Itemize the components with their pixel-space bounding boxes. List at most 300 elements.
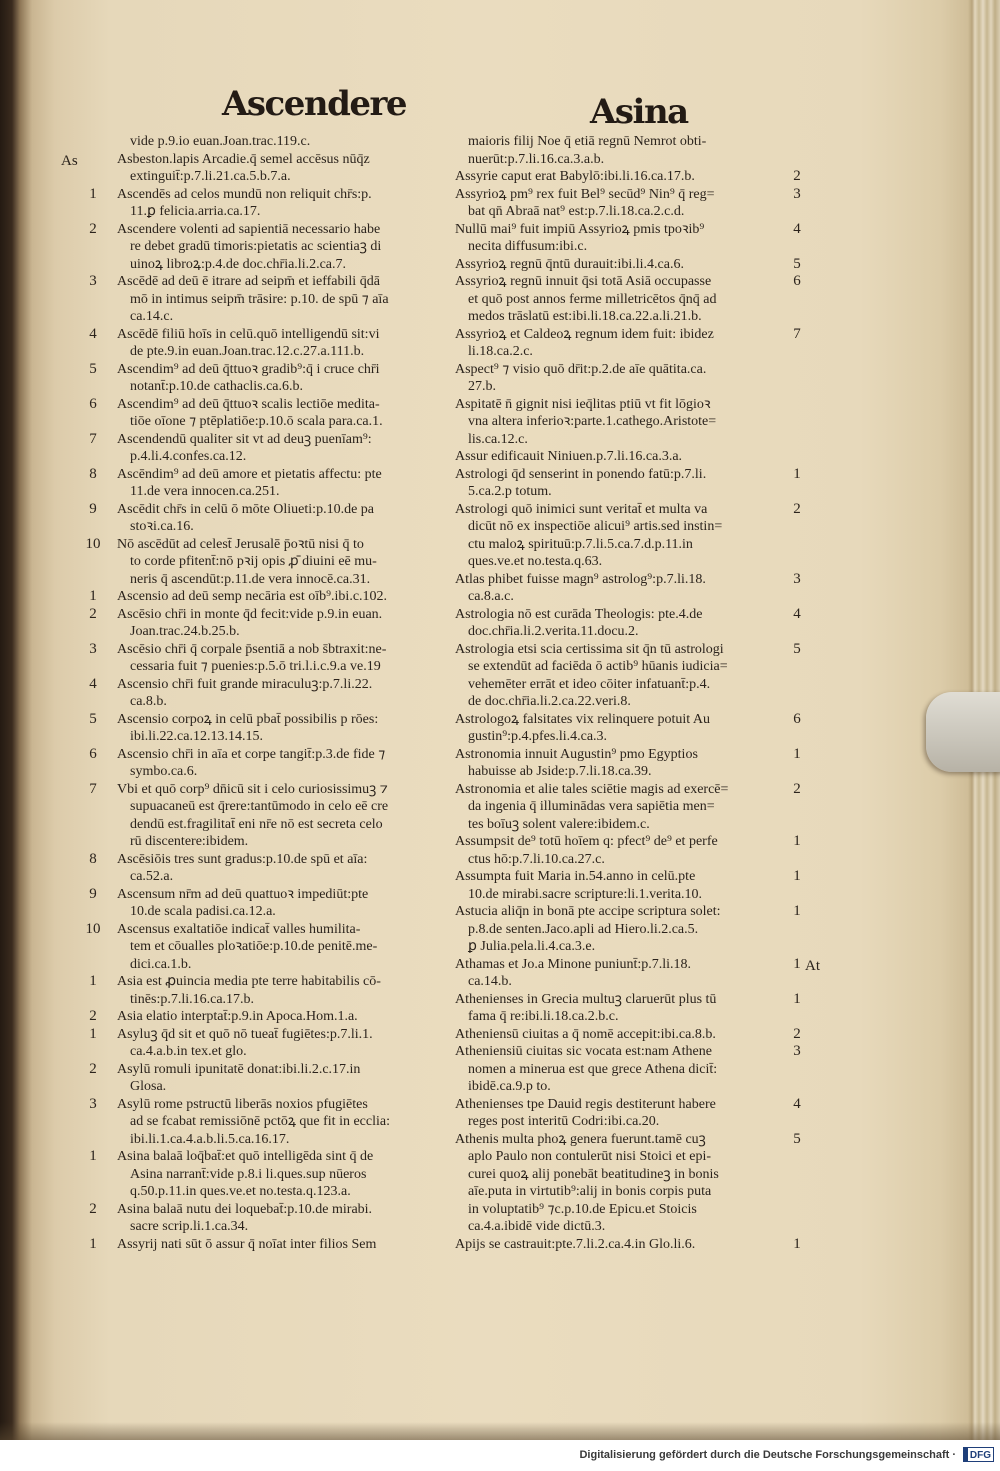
entry-number: 4: [89, 325, 97, 342]
entry-text: ctu maloꝝ spirituū:p.7.li.5.ca.7.d.p.11.in: [468, 536, 693, 552]
entry-continuation-line: [455, 238, 787, 256]
entry-continuation-line: [455, 1183, 787, 1201]
entry-text: ad se fcabat remissiōnē pctōꝝ que fit in ecclia:: [130, 1114, 390, 1129]
entry-first-line: [455, 255, 801, 274]
carryover-text: vide p.9.io euan.Joan.trac.119.c.: [130, 134, 311, 149]
entry-first-line: [89, 885, 447, 904]
entry-continuation-line: [117, 816, 447, 834]
entry-continuation-line: [455, 851, 787, 869]
entry-text: vna altera inferioꝛ:parte.1.cathego.Aristote=: [468, 414, 717, 429]
entry-text: se extendūt ad faciēda ō actib⁹ hūanis iudicia=: [468, 659, 728, 674]
entry-continuation-line: [117, 571, 447, 589]
index-entry: [89, 1235, 447, 1254]
entry-number: 2: [793, 500, 801, 517]
entry-text: Ascendim⁹ ad deū q̄ttuoꝛ scalis lectiōe medita-: [117, 396, 380, 412]
entry-first-line: [455, 570, 801, 589]
entry-continuation-line: [455, 658, 787, 676]
entry-number: 1: [793, 1235, 801, 1252]
entry-text: bat qn̄ Abraā nat⁹ est:p.7.li.18.ca.2.c.d.: [468, 204, 685, 219]
entry-continuation-line: [117, 343, 447, 361]
entry-number: 7: [793, 325, 801, 342]
entry-continuation-line: [117, 168, 447, 186]
entry-continuation-line: [117, 1043, 447, 1061]
index-entry: [89, 745, 447, 781]
entry-text: ca.4.a.ibidē vide dictū.3.: [468, 1219, 606, 1234]
entry-first-line: [455, 990, 801, 1009]
entry-number: 3: [793, 185, 801, 202]
index-entry: [455, 990, 801, 1026]
entry-first-line: [89, 465, 447, 484]
entry-text: ca.14.b.: [468, 974, 512, 989]
entry-number: 1: [793, 745, 801, 762]
entry-number: 7: [89, 780, 97, 797]
entry-first-line: [455, 220, 801, 239]
entry-first-line: [455, 605, 801, 624]
entry-continuation-line: [117, 623, 447, 641]
entry-text: Astrologi quō inimici sunt veritat̄ et multa va: [455, 501, 708, 517]
entry-text: Ascendere volenti ad sapientiā necessario habe: [117, 221, 381, 237]
entry-first-line: [455, 1025, 801, 1044]
entry-number: 5: [793, 1130, 801, 1147]
index-entry: [89, 710, 447, 746]
index-entry: [89, 360, 447, 396]
entry-text: mō in intimus seipm̄ trāsire: p.10. de spū ⁊ aīa: [130, 291, 389, 307]
entry-number: 10: [85, 535, 101, 552]
index-entry: [89, 1060, 447, 1096]
index-entry: [455, 640, 801, 711]
entry-text: tes boīuꝫ solent valere:ibidem.c.: [468, 816, 650, 832]
entry-continuation-line: [455, 378, 787, 396]
entry-continuation-line: [117, 518, 447, 536]
index-entry: [455, 570, 801, 606]
entry-first-line: [455, 903, 801, 921]
index-entry: [455, 500, 801, 571]
entry-text: Asylū rome pstructū liberās noxios pfugiētes: [117, 1096, 368, 1112]
entry-continuation-line: [455, 1201, 787, 1219]
entry-text: Ascēsio chr̄i q̄ corpale p̄sentiā a nob s̄btraxit:ne-: [117, 641, 387, 657]
entry-first-line: [89, 1235, 447, 1254]
entry-number: 3: [89, 640, 97, 657]
index-entry: [455, 605, 801, 641]
entry-text: in voluptatib⁹ ⁊c.p.10.de Epicu.et Stoicis: [468, 1201, 697, 1217]
entry-continuation-line: [455, 536, 787, 554]
entry-text: Assyrioꝝ regnū q̄ntū durauit:ibi.li.4.ca.6.: [455, 256, 684, 272]
book-clasp: [926, 692, 1000, 772]
index-entry: [85, 535, 447, 589]
entry-text: 10.de mirabi.sacre scripture:li.1.verita.10.: [468, 886, 703, 902]
entry-first-line: [455, 1130, 801, 1149]
entry-continuation-line: [455, 1061, 787, 1079]
entry-text: Ascēsio chr̄i in monte q̄d fecit:vide p.9.in euan.: [117, 606, 383, 622]
entry-number: 5: [89, 710, 97, 727]
entry-continuation-line: [117, 833, 447, 851]
index-entry: [89, 395, 447, 431]
entry-text: medos trāslatū est:ibi.li.18.ca.22.a.li.21.b.: [468, 309, 702, 324]
index-entry: [455, 185, 801, 221]
entry-continuation-line: [117, 798, 447, 816]
entry-continuation-line: [455, 938, 787, 956]
entry-text: Ascēdē filiū hoīs in celū.quō intelligendū sit:vi: [117, 326, 380, 342]
index-entry: [455, 255, 801, 274]
dfg-logo: DFG: [963, 1447, 994, 1462]
entry-continuation-line: [117, 1183, 447, 1201]
entry-number: 1: [89, 185, 97, 202]
index-entry: [455, 780, 801, 834]
entry-first-line: [89, 430, 447, 449]
entry-first-line: [455, 361, 787, 379]
entry-continuation-line: [455, 886, 787, 904]
index-entry: [455, 168, 801, 186]
index-entry: [89, 465, 447, 501]
entry-text: Asia elatio interptat̄:p.9.in Apoca.Hom.1.a.: [117, 1009, 358, 1024]
entry-text: habuisse ab Jside:p.7.li.18.ca.39.: [468, 764, 652, 779]
entry-first-line: [89, 1025, 447, 1044]
entry-text: Assyrie caput erat Babylō:ibi.li.16.ca.17.b.: [455, 169, 695, 184]
entry-text: Athenis multa phoꝝ genera fuerunt.tamē cuꝫ: [455, 1131, 706, 1147]
index-entry: [455, 1095, 801, 1131]
entry-number: 1: [793, 868, 801, 884]
entry-first-line: [455, 465, 801, 484]
funding-credit: Digitalisierung gefördert durch die Deutsche Forschungsgemeinschaft ·: [579, 1449, 956, 1461]
index-entry: [89, 675, 447, 711]
entry-text: Assumpsit de⁹ totū hoīem q: pfect⁹ de⁹ et perfe: [455, 834, 718, 849]
entry-first-line: [89, 780, 447, 799]
entry-number: 3: [793, 570, 801, 587]
entry-text: tinēs:p.7.li.16.ca.17.b.: [130, 991, 255, 1007]
entry-text: Astucia aliq̄n in bonā pte accipe scriptura solet:: [455, 904, 721, 919]
entry-continuation-line: [455, 1113, 787, 1131]
entry-number: 5: [793, 640, 801, 657]
entry-text: Ascendim⁹ ad deū q̄ttuoꝛ gradib⁹:q̄ i cruce chr̄i: [117, 361, 380, 377]
entry-text: Ascensio corpoꝝ in celū pbat̄ possibilis p rōes:: [117, 711, 379, 727]
entry-text: de pte.9.in euan.Joan.trac.12.c.27.a.111.b.: [130, 344, 365, 359]
index-entry: [455, 273, 801, 326]
entry-text: de doc.chr̄ia.li.2.ca.22.veri.8.: [468, 694, 631, 709]
entry-text: Ascensum nr̄m ad deū quattuoꝛ impediūt:pte: [117, 886, 369, 902]
entry-first-line: [455, 955, 820, 974]
entry-first-line: [89, 273, 447, 291]
entry-text: Nō ascēdūt ad celest̄ Jerusalē p̄oꝛtū nisi q̄ to: [117, 536, 364, 552]
entry-continuation-line: [117, 291, 447, 309]
entry-continuation-line: [455, 431, 787, 449]
entry-first-line: [89, 360, 447, 379]
entry-continuation-line: [117, 483, 447, 501]
entry-first-line: [89, 325, 447, 344]
entry-text: p.4.li.4.confes.ca.12.: [130, 449, 247, 464]
entry-text: supuacaneū est q̄rere:tantūmodo in celo eē cre: [130, 799, 389, 814]
entry-text: symbo.ca.6.: [130, 764, 198, 779]
entry-text: stoꝛi.ca.16.: [130, 519, 194, 534]
entry-number: 2: [793, 168, 801, 184]
entry-first-line: [455, 640, 801, 659]
entry-first-line: [89, 745, 447, 764]
entry-text: Astrologia nō est curāda Theologis: pte.4.de: [455, 606, 703, 622]
entry-first-line: [61, 151, 447, 169]
entry-continuation-line: [455, 1078, 787, 1096]
entry-number: 9: [89, 500, 97, 517]
entry-number: 8: [89, 850, 97, 867]
entry-number: 4: [793, 220, 801, 237]
entry-first-line: [89, 1095, 447, 1114]
entry-number: 8: [89, 465, 97, 482]
entry-number: 2: [89, 605, 97, 622]
entry-text: Atlas phibet fuisse magn⁹ astrolog⁹:p.7.li.18.: [455, 571, 706, 587]
entry-number: 2: [89, 1060, 97, 1077]
right-running-head: Asina: [590, 92, 688, 132]
entry-continuation-line: [117, 991, 447, 1009]
index-entry: [89, 780, 447, 851]
entry-number: 3: [89, 273, 97, 289]
entry-number: 1: [89, 1025, 97, 1042]
entry-continuation-line: [455, 676, 787, 694]
entry-number: 4: [793, 1095, 801, 1112]
index-entry: [89, 1148, 447, 1201]
entry-continuation-line: [117, 256, 447, 274]
index-entry: [455, 465, 801, 501]
entry-continuation-line: [117, 903, 447, 921]
entry-continuation-line: [117, 693, 447, 711]
entry-first-line: [89, 588, 447, 606]
entry-number: 2: [89, 1200, 97, 1217]
entry-first-line: [89, 973, 447, 991]
index-entry: [89, 325, 447, 361]
entry-first-line: [455, 868, 801, 886]
entry-number: 3: [793, 1043, 801, 1059]
index-entry: [89, 605, 447, 641]
entry-number: 4: [89, 675, 97, 692]
entry-continuation-line: [455, 413, 787, 431]
entry-number: 1: [89, 588, 97, 604]
entry-text: cessaria fuit ⁊ puenies:p.5.ō tri.l.i.c.9.a ve.19: [130, 659, 381, 674]
entry-continuation-line: [455, 291, 787, 309]
entry-text: ca.8.b.: [130, 694, 167, 709]
entry-continuation-line: [117, 1131, 447, 1149]
index-entry: [89, 1025, 447, 1061]
entry-first-line: [455, 448, 787, 466]
entry-first-line: [455, 1095, 801, 1114]
entry-first-line: [455, 1043, 801, 1061]
entry-text: ibi.li.1.ca.4.a.b.li.5.ca.16.17.: [130, 1131, 290, 1147]
index-entry: [455, 903, 801, 956]
entry-continuation-line: [117, 1166, 447, 1184]
section-marker: As: [61, 152, 78, 169]
index-entry: [89, 1095, 447, 1149]
entry-continuation-line: [117, 1218, 447, 1236]
entry-first-line: [89, 220, 447, 239]
entry-continuation-line: [455, 728, 787, 746]
entry-text: aplo Paulo non contulerūt nisi Stoici et epi-: [468, 1149, 712, 1164]
entry-text: Asia est ꝓuincia media pte terre habitabilis cō-: [117, 974, 381, 989]
index-entry: [89, 185, 447, 221]
index-entry: [455, 220, 801, 256]
entry-continuation-line: [117, 763, 447, 781]
entry-text: Aspect⁹ ⁊ visio quō dr̄it:p.2.de aīe quātita.ca.: [455, 361, 707, 377]
index-entry: [455, 1235, 801, 1254]
entry-text: Asylū romuli ipunitatē donat:ibi.li.2.c.17.in: [117, 1061, 361, 1077]
entry-first-line: [455, 185, 801, 204]
entry-text: Atheniensiū ciuitas sic vocata est:nam Athene: [455, 1044, 712, 1059]
entry-number: 5: [89, 360, 97, 377]
index-entry: [455, 1043, 801, 1096]
entry-continuation-line: [455, 623, 787, 641]
entry-number: 2: [793, 780, 801, 797]
entry-text: Assyrioꝝ pm⁹ rex fuit Bel⁹ secūd⁹ Nin⁹ q̄ reg=: [455, 186, 715, 202]
entry-text: 11.ꝑ felicia.arria.ca.17.: [130, 204, 261, 219]
index-entry: [89, 500, 447, 536]
entry-number: 1: [89, 1235, 97, 1252]
entry-text: Nullū mai⁹ fuit impiū Assyrioꝝ pmis tpoꝛib⁹: [455, 221, 705, 237]
entry-continuation-line: [117, 238, 447, 256]
entry-text: aīe.puta in virtutib⁹:alij in bonis corpis puta: [468, 1184, 712, 1199]
entry-text: 10.de scala padisi.ca.12.a.: [130, 904, 276, 919]
index-entry: [455, 868, 801, 903]
index-entry: [89, 973, 447, 1008]
entry-number: 4: [793, 605, 801, 622]
entry-continuation-line: [117, 938, 447, 956]
index-entry: [455, 955, 820, 991]
entry-first-line: [89, 1008, 447, 1026]
entry-continuation-line: [455, 518, 787, 536]
index-entry: [89, 640, 447, 676]
entry-text: Ascensio chr̄i fuit grande miraculuꝫ:p.7.li.22.: [117, 676, 373, 692]
entry-text: necita diffusum:ibi.c.: [468, 239, 588, 254]
entry-text: Athenienses in Grecia multuꝫ claruerūt plus tū: [455, 991, 717, 1007]
entry-text: extinguit̄:p.7.li.21.ca.5.b.7.a.: [130, 169, 291, 184]
entry-first-line: [89, 605, 447, 624]
entry-text: Ascensio chr̄i in aīa et corpe tangit̄:p.3.de fide ⁊: [117, 746, 386, 762]
entry-text: gustin⁹:p.4.pfes.li.4.ca.3.: [468, 729, 608, 744]
entry-text: ctus hō:p.7.li.10.ca.27.c.: [468, 851, 605, 867]
entry-text: dicūt nō ex inspectiōe alicui⁹ artis.sed instin=: [468, 519, 723, 534]
entry-text: Ascēndim⁹ ad deū amore et pietatis affectu: pte: [117, 466, 382, 482]
entry-text: dici.ca.1.b.: [130, 956, 192, 972]
entry-continuation-line: [455, 203, 787, 221]
entry-text: Vbi et quō corp⁹ dn̄icū sit i celo curiosissimuꝫ ⁊: [117, 781, 388, 797]
entry-text: reges post interitū Codri:ibi.ca.20.: [468, 1114, 660, 1129]
left-running-head: Ascendere: [222, 84, 407, 124]
index-entry: [61, 151, 447, 186]
entry-continuation-line: [455, 693, 787, 711]
entry-text: ca.52.a.: [130, 869, 174, 884]
entry-number: 3: [89, 1095, 97, 1112]
entry-number: 6: [793, 273, 801, 289]
entry-text: Astrologoꝝ falsitates vix relinquere potuit Au: [455, 711, 710, 727]
entry-text: ca.14.c.: [130, 309, 174, 324]
entry-continuation-line: [117, 308, 447, 326]
entry-first-line: [455, 168, 801, 186]
index-entry: [89, 1200, 447, 1236]
entry-continuation-line: [117, 1078, 447, 1096]
entry-text: Joan.trac.24.b.25.b.: [130, 624, 240, 639]
entry-text: Apijs se castrauit:pte.7.li.2.ca.4.in Glo.li.6.: [455, 1236, 696, 1252]
carryover-line: [117, 133, 447, 151]
entry-first-line: [85, 535, 447, 554]
entry-number: 10: [85, 920, 101, 937]
index-entry: [455, 710, 801, 746]
entry-continuation-line: [455, 343, 787, 361]
entry-continuation-line: [455, 1148, 787, 1166]
index-entry: [85, 920, 447, 974]
entry-first-line: [455, 273, 801, 291]
entry-text: ibidē.ca.9.p to.: [468, 1079, 551, 1094]
entry-text: ques.ve.et no.testa.q.63.: [468, 554, 603, 569]
entry-first-line: [89, 850, 447, 869]
entry-text: curei quoꝝ alij ponebāt beatitudineꝫ in bonis: [468, 1166, 719, 1182]
entry-text: Aspitatē n̄ gignit nisi ieq̄litas ptiū vt fit lōgioꝛ: [455, 396, 711, 412]
index-entry: [455, 396, 787, 449]
entry-text: Assyrioꝝ et Caldeoꝝ regnum idem fuit: ibidez: [455, 326, 714, 342]
entry-number: 1: [89, 1148, 97, 1164]
entry-text: ibi.li.22.ca.12.13.14.15.: [130, 729, 263, 744]
entry-text: to corde pfitent̄:nō pꝛij opis ꝓ̄ diuini eē mu-: [130, 554, 377, 569]
entry-continuation-line: [455, 763, 787, 781]
entry-continuation-line: [117, 203, 447, 221]
entry-continuation-line: [455, 483, 787, 501]
entry-first-line: [455, 710, 801, 729]
entry-continuation-line: [455, 1218, 787, 1236]
entry-text: da ingenia q̄ illuminādas vera sapiētia men=: [468, 799, 715, 814]
entry-continuation-line: [117, 956, 447, 974]
index-entry: [455, 361, 787, 396]
section-marker: At: [805, 957, 820, 974]
entry-text: Assyrioꝝ regnū innuit q̄si totā Asiā occupasse: [455, 274, 712, 289]
entry-text: Astronomia et alie tales sciētie magis ad exercē=: [455, 781, 729, 797]
index-entry: [89, 273, 447, 326]
entry-text: Ascēsiōis tres sunt gradus:p.10.de spū et aīa:: [117, 851, 368, 867]
entry-text: 27.b.: [468, 379, 496, 394]
entry-first-line: [455, 833, 801, 851]
index-entry: [455, 448, 787, 466]
entry-text: dendū est.fragilitat̄ eni nr̄e nō est secreta celo: [130, 816, 383, 832]
entry-text: Asina narrant̄:vide p.8.i li.ques.sup nūeros: [130, 1166, 367, 1182]
carryover-text: maioris filij Noe q̄ etiā regnū Nemrot obti-: [468, 134, 707, 149]
carryover-line: [455, 151, 787, 169]
entry-text: uinoꝝ libroꝝ:p.4.de doc.chr̄ia.li.2.ca.7.: [130, 256, 347, 272]
entry-text: Ascēdē ad deū ē itrare ad seipm̄ et ieffabili q̄dā: [117, 274, 380, 289]
entry-number: 1: [793, 990, 801, 1007]
entry-text: Astronomia innuit Augustin⁹ pmo Egyptios: [455, 746, 698, 762]
entry-number: 5: [793, 255, 801, 272]
entry-text: Glosa.: [130, 1079, 167, 1094]
index-entry: [455, 745, 801, 781]
entry-number: 6: [89, 395, 97, 412]
entry-first-line: [89, 395, 447, 414]
entry-first-line: [455, 745, 801, 764]
digitization-footer: [0, 1440, 1000, 1471]
entry-text: Athenienses tpe Dauid regis destiterunt habere: [455, 1096, 716, 1112]
entry-continuation-line: [455, 798, 787, 816]
entry-continuation-line: [117, 1113, 447, 1131]
entry-continuation-line: [117, 868, 447, 886]
index-entry: [89, 1008, 447, 1026]
entry-text: Ascensio ad deū semp necāria est oīb⁹.ibi.c.102.: [117, 589, 388, 604]
entry-first-line: [89, 1200, 447, 1219]
entry-text: Assumpta fuit Maria in.54.anno in celū.pte: [455, 869, 696, 884]
entry-text: nomen a minerua est que grece Athena dicit̄:: [468, 1061, 718, 1077]
entry-text: Astrologia etsi scia certissima sit q̄n tū astrologi: [455, 641, 724, 657]
entry-text: Ascendēs ad celos mundū non reliquit chr̄s:p.: [117, 186, 372, 202]
entry-text: ca.8.a.c.: [468, 589, 514, 604]
entry-text: q.50.p.11.in ques.ve.et no.testa.q.123.a.: [130, 1184, 351, 1199]
entry-text: 5.ca.2.p totum.: [468, 484, 552, 499]
entry-text: Assur edificauit Niniuen.p.7.li.16.ca.3.a.: [455, 449, 683, 464]
entry-text: Astrologi q̄d senserint in ponendo fatū:p.7.li.: [455, 466, 707, 482]
left-index-column: [61, 133, 447, 1253]
entry-text: fama q̄ re:ibi.li.18.ca.2.b.c.: [468, 1009, 619, 1024]
entry-first-line: [455, 1235, 801, 1254]
entry-continuation-line: [455, 588, 787, 606]
entry-text: 11.de vera innocen.ca.251.: [130, 484, 280, 499]
